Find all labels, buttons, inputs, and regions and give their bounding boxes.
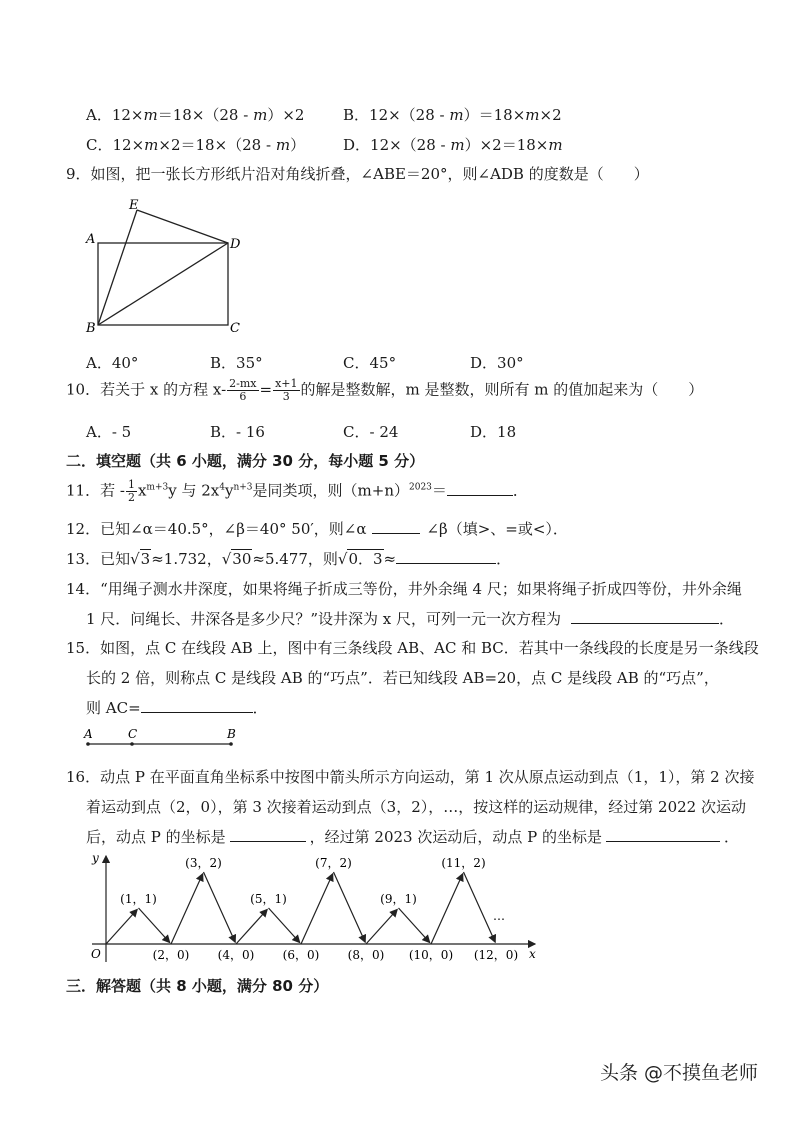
q12-answer-blank[interactable] [372, 519, 420, 534]
point-label: (5，1) [250, 892, 287, 906]
q8-option-b: B．12×（28 - m）＝18×m×2 [343, 106, 562, 124]
motion-segment [236, 909, 267, 944]
point-label: (6，0) [282, 948, 320, 962]
section-2-heading: 二．填空题（共 6 小题，满分 30 分，每小题 5 分） [66, 452, 425, 470]
label-a: A [86, 232, 96, 247]
q9-stem: 9．如图，把一张长方形纸片沿对角线折叠，∠ABE＝20°，则∠ADB 的度数是（ ） [66, 165, 649, 183]
q8-option-a: A．12×m＝18×（28 - m）×2 [86, 106, 305, 124]
motion-segment [399, 908, 430, 943]
q13-stem: 13．已知√3≈1.732，√30≈5.477，则√0．3≈ ． [66, 550, 512, 568]
q15-answer-blank[interactable] [141, 698, 253, 713]
q10-fraction-1: $\frac{2-mx}{6}$ [229, 377, 257, 403]
q16-line-1: 16．动点 P 在平面直角坐标系中按图中箭头所示方向运动，第 1 次从原点运动到点（1，1），第 2 次接 [66, 768, 755, 786]
section-3-heading: 三．解答题（共 8 小题，满分 80 分） [66, 977, 329, 995]
label-c: C [230, 321, 240, 336]
label-a: A [84, 727, 93, 741]
q16-line-3: 后，动点 P 的坐标是 ，经过第 2023 次运动后，动点 P 的坐标是 ． [86, 828, 739, 846]
q13-answer-blank[interactable] [396, 549, 496, 564]
point-label: (1，1) [120, 892, 157, 906]
motion-segment [334, 872, 366, 942]
q15-line-1: 15．如图，点 C 在线段 AB 上，图中有三条线段 AB、AC 和 BC．若其中一条线段的长度是另一条线段 [66, 639, 759, 657]
point-label: (10，0) [408, 948, 454, 962]
motion-segment [269, 908, 300, 943]
q8-option-c: C．12×m×2＝18×（28 - m） [86, 136, 306, 154]
q10-option-a: A．- 5 [86, 423, 132, 441]
q9-figure [80, 196, 260, 342]
q16-coordinate-figure [80, 850, 550, 968]
q10-option-d: D．18 [470, 423, 517, 441]
q8-option-d: D．12×（28 - m）×2＝18×m [343, 136, 563, 154]
q16-answer-blank-2[interactable] [606, 827, 720, 842]
origin-label: O [91, 947, 101, 961]
point-label: (11，2) [441, 856, 486, 870]
point-label: (7，2) [315, 856, 352, 870]
watermark: 头条 @不摸鱼老师 [599, 1062, 758, 1084]
q10-option-b: B．- 16 [210, 423, 265, 441]
y-axis-label: y [92, 851, 99, 865]
point-labels [120, 856, 518, 962]
q11-stem: 11．若 - $\frac{1}{2}$ $x^{m+3}y$ 与 $2x^4y^{n+3}$是同类项，则$(m+n)^{2023}=$ ． [66, 478, 528, 504]
point-label: (3，2) [185, 856, 222, 870]
x-axis-label: x [529, 947, 536, 961]
diagonal-bd [98, 243, 228, 325]
point-label: (4，0) [217, 948, 255, 962]
label-b: B [227, 727, 236, 741]
ellipsis-label: … [493, 909, 505, 923]
q15-segment-figure [80, 726, 250, 752]
motion-path [106, 872, 495, 944]
point-c [130, 742, 134, 746]
point-label: (2，0) [152, 948, 190, 962]
point-label: (12，0) [473, 948, 519, 962]
q16-answer-blank-1[interactable] [230, 827, 306, 842]
motion-segment [431, 874, 463, 944]
segment-ed [137, 210, 228, 243]
motion-segment [464, 872, 496, 942]
q14-line-1: 14．“用绳子测水井深度，如果将绳子折成三等份，井外余绳 4 尺；如果将绳子折成四等份，井外余绳 [66, 580, 742, 598]
q15-line-2: 长的 2 倍，则称点 C 是线段 AB 的“巧点”．若已知线段 AB=20，点 C 是线段 AB 的“巧点”， [86, 669, 719, 687]
q9-option-b: B．35° [210, 354, 263, 372]
motion-segment [204, 872, 236, 942]
label-d: D [230, 237, 241, 252]
q14-answer-blank[interactable] [571, 609, 719, 624]
label-c: C [128, 727, 138, 741]
point-label: (9，1) [380, 892, 417, 906]
point-a [86, 742, 90, 746]
point-label: (8，0) [347, 948, 385, 962]
motion-segment [366, 909, 397, 944]
motion-segment [171, 874, 203, 944]
q12-stem: 12．已知∠α＝40.5°，∠β＝40° 50′，则∠α ∠β（填>、=或<）． [66, 520, 568, 538]
label-b: B [86, 321, 96, 336]
point-b [229, 742, 233, 746]
q14-line-2: 1 尺．问绳长、井深各是多少尺？”设井深为 x 尺，可列一元一次方程为 ． [86, 610, 734, 628]
q11-answer-blank[interactable] [447, 481, 513, 496]
q15-line-3: 则 AC= ． [86, 699, 268, 717]
q9-option-a: A．40° [86, 354, 139, 372]
q9-option-c: C．45° [343, 354, 397, 372]
q10-stem: 10．若关于 x 的方程 x- $\frac{2-mx}{6}$ = $\frac{x+1}{3}$ 的解是整数解，m 是整数，则所有 m 的值加起来为（ ） [66, 377, 704, 403]
q10-fraction-2: $\frac{x+1}{3}$ [275, 377, 298, 403]
q10-option-c: C．- 24 [343, 423, 399, 441]
motion-segment [106, 909, 137, 944]
segment-be [98, 210, 137, 325]
q16-line-2: 着运动到点（2，0），第 3 次接着运动到点（3，2），…，按这样的运动规律，经过第 2022 次运动 [86, 798, 746, 816]
motion-segment [139, 908, 170, 943]
q9-option-d: D．30° [470, 354, 524, 372]
motion-segment [301, 874, 333, 944]
label-e: E [129, 198, 139, 213]
